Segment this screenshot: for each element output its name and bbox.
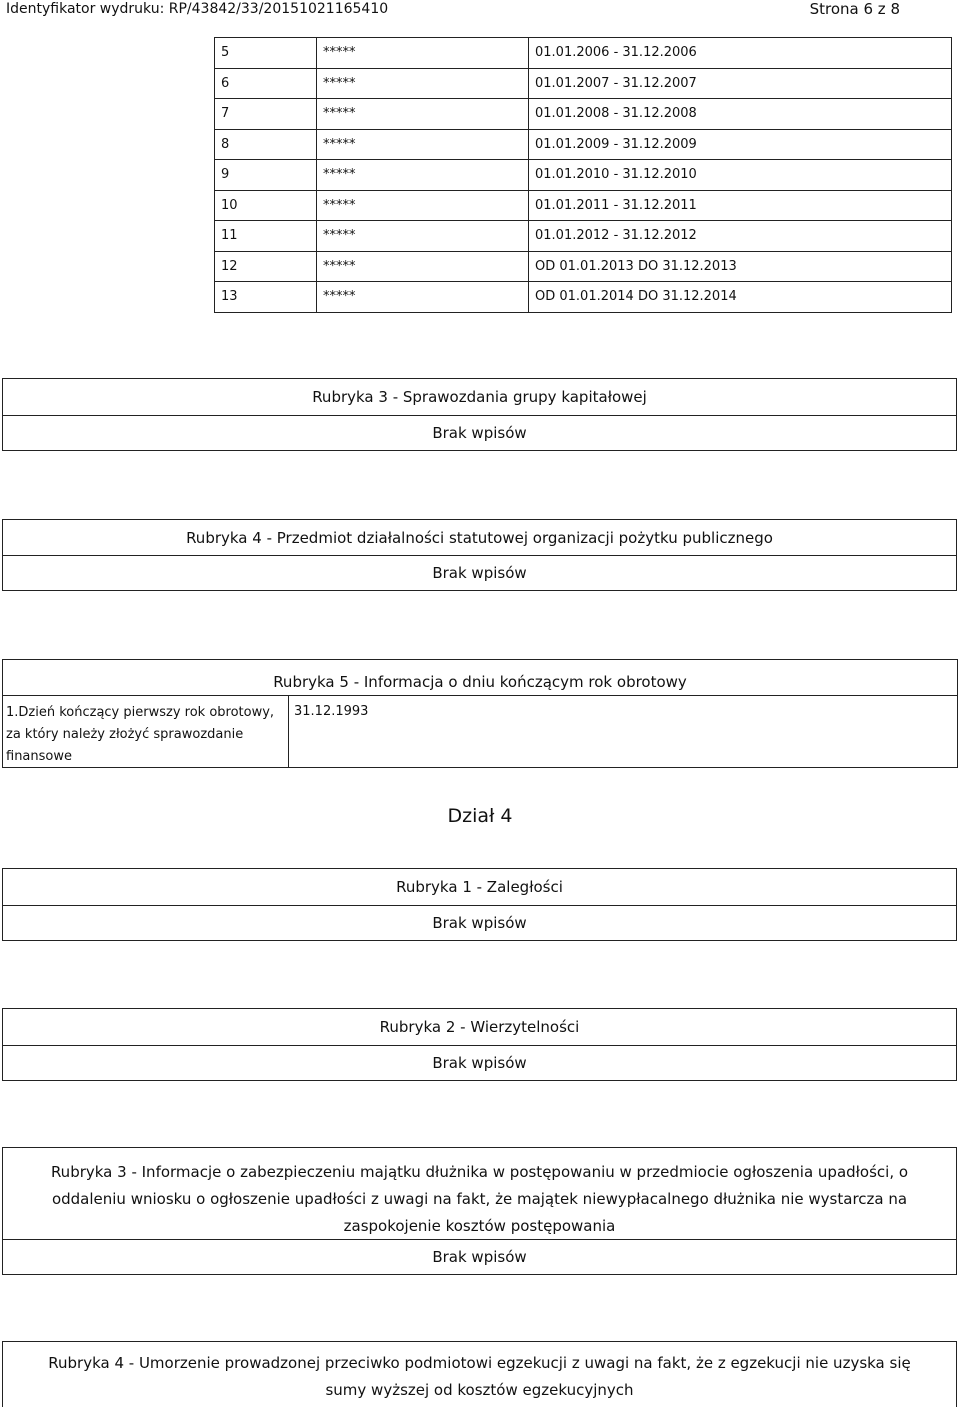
masked-value: ***** (317, 190, 529, 221)
period-range: 01.01.2010 - 31.12.2010 (529, 160, 952, 191)
field-label-line: finansowe (6, 749, 72, 764)
period-range: 01.01.2009 - 31.12.2009 (529, 129, 952, 160)
section-rubryka-4-enforcement-discontinuation (2, 1341, 957, 1407)
section-body: Brak wpisów (432, 1248, 527, 1266)
section-rubryka-4-statutory-activity (2, 519, 957, 591)
period-range: OD 01.01.2014 DO 31.12.2014 (529, 282, 952, 313)
row-number: 12 (215, 251, 317, 282)
section-title (3, 1342, 956, 1408)
print-identifier: Identyfikator wydruku: RP/43842/33/20151021165410 (6, 1, 389, 17)
period-range: 01.01.2011 - 31.12.2011 (529, 190, 952, 221)
table-row (215, 221, 952, 252)
section-title-line: Rubryka 3 - Informacje o zabezpieczeniu majątku dłużnika w postępowaniu w przedmiocie ogłoszenia upadłości, o (50, 1163, 909, 1181)
row-number: 10 (215, 190, 317, 221)
section-rubryka-1-arrears (2, 868, 957, 941)
section-title: Rubryka 2 - Wierzytelności (3, 1009, 956, 1046)
masked-value: ***** (317, 282, 529, 313)
field-label-line: za który należy złożyć sprawozdanie (6, 727, 244, 742)
row-number: 5 (215, 38, 317, 69)
section-title: Rubryka 5 - Informacja o dniu kończącym rok obrotowy (3, 660, 957, 696)
reporting-periods-table (214, 37, 952, 313)
section-rubryka-3-group-reports (2, 378, 957, 451)
section-body: Brak wpisów (432, 424, 527, 442)
table-row (215, 68, 952, 99)
period-range: 01.01.2007 - 31.12.2007 (529, 68, 952, 99)
row-number: 13 (215, 282, 317, 313)
period-range: 01.01.2012 - 31.12.2012 (529, 221, 952, 252)
section-rubryka-5-fiscal-year (2, 659, 958, 768)
row-number: 8 (215, 129, 317, 160)
masked-value: ***** (317, 68, 529, 99)
masked-value: ***** (317, 160, 529, 191)
table-row (215, 251, 952, 282)
field-value: 31.12.1993 (294, 704, 369, 719)
row-number: 7 (215, 99, 317, 130)
page-header (0, 0, 960, 18)
section-title-line: sumy wyższej od kosztów egzekucyjnych (325, 1381, 634, 1399)
section-rubryka-3-asset-security (2, 1147, 957, 1275)
masked-value: ***** (317, 221, 529, 252)
masked-value: ***** (317, 38, 529, 69)
masked-value: ***** (317, 251, 529, 282)
masked-value: ***** (317, 99, 529, 130)
section-rubryka-2-receivables (2, 1008, 957, 1081)
period-range: OD 01.01.2013 DO 31.12.2013 (529, 251, 952, 282)
section-body: Brak wpisów (432, 564, 527, 582)
row-number: 6 (215, 68, 317, 99)
section-title: Rubryka 3 - Sprawozdania grupy kapitałowej (3, 379, 956, 416)
section-title (3, 1148, 956, 1240)
section-title-line: oddaleniu wniosku o ogłoszenie upadłości z uwagi na fakt, że majątek niewypłacalnego dłużnika nie wystarcza na (51, 1190, 908, 1208)
field-label-line: 1.Dzień kończący pierwszy rok obrotowy, (6, 705, 275, 720)
section-body: Brak wpisów (432, 914, 527, 932)
row-number: 9 (215, 160, 317, 191)
table-row (215, 282, 952, 313)
section-title-line: zaspokojenie kosztów postępowania (343, 1217, 616, 1235)
table-row (215, 160, 952, 191)
section-title: Rubryka 4 - Przedmiot działalności statutowej organizacji pożytku publicznego (3, 520, 956, 556)
table-row (215, 129, 952, 160)
table-row (215, 38, 952, 69)
section-title: Rubryka 1 - Zaległości (3, 869, 956, 906)
section-body: Brak wpisów (432, 1054, 527, 1072)
row-number: 11 (215, 221, 317, 252)
period-range: 01.01.2008 - 31.12.2008 (529, 99, 952, 130)
masked-value: ***** (317, 129, 529, 160)
division-heading: Dział 4 (447, 805, 513, 827)
table-row (215, 99, 952, 130)
period-range: 01.01.2006 - 31.12.2006 (529, 38, 952, 69)
table-row (215, 190, 952, 221)
page-number: Strona 6 z 8 (809, 0, 900, 18)
section-title-line: Rubryka 4 - Umorzenie prowadzonej przeciwko podmiotowi egzekucji z uwagi na fakt, że z egzekucji nie uzyska się (48, 1354, 911, 1372)
field-label (3, 695, 289, 767)
